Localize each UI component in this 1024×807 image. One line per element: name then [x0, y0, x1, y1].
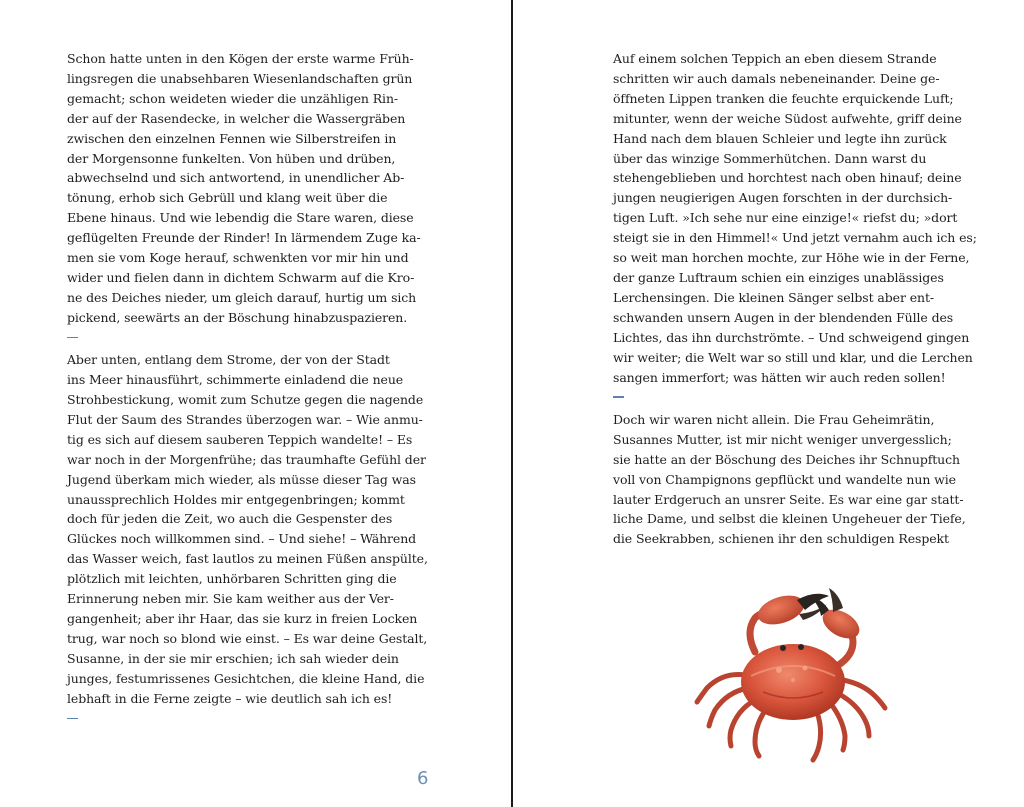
crab-eye-right [798, 644, 804, 650]
left-paragraph-2: Aber unten, entlang dem Strome, der von der Stadt ins Meer hinausführt, schimmerte einladend die neue Strohbestickung, womit zum Schutze gegen die nagende Flut der Saum des Strandes überzogen war. – Wie anmu- tig es sich auf diesem sauberen Teppich wandelte! – Es war noch in der Morgenfrühe; das traumhafte Gefühl der Jugend überkam mich wieder, als müsse dieser Tag was unaussprechlich Holdes mir entgegenbringen; kommt doch für jeden die Zeit, wo auch die Gespenster des Glückes noch willkommen sind. – Und siehe! – Während das Wasser weich, fast lautlos zu meinen Füßen anspülte, plötzlich mit leichten, unhörbaren Schritten ging die Erinnerung neben mir. Sie kam weither aus der Ver- gangenheit; aber ihr Haar, das sie kurz in freien Locken trug, war noch so blond wie einst. – Es war deine Gestalt, Susanne, in der sie mir erschien; ich sah wieder dein junges, festumrissenes Gesichtchen, die kleine Hand, die lebhaft in die Ferne zeigte – wie deutlich sah ich es! [67, 352, 428, 706]
left-paragraph-1: Schon hatte unten in den Kögen der erste warme Früh- lingsregen die unabsehbaren Wiesenlandschaften grün gemacht; schon weideten wieder die unzähligen Rin- der auf der Rasendecke, in welcher die Wassergräben zwischen den einzelnen Fennen wie Silberstreifen in der Morgensonne funkelten. Von hüben und drüben, abwechselnd und sich antwortend, in unendlicher Ab- tönung, erhob sich Gebrüll und klang weit über die Ebene hinaus. Und wie lebendig die Stare waren, diese geflügelten Freunde der Rinder! In lärmendem Zuge ka- men sie vom Koge herauf, schwenkten vor mir hin und wider und fielen dann in dichtem Schwarm auf die Kro- ne des Deiches nieder, um gleich darauf, hurtig um sich pickend, seewärts an der Böschung hinabzuspazieren. [67, 51, 421, 325]
left-text-column [67, 49, 439, 731]
paragraph-separator [67, 718, 78, 720]
right-text-column [613, 49, 985, 549]
left-page [0, 0, 511, 807]
paragraph-separator [613, 396, 624, 398]
right-paragraph-1: Auf einem solchen Teppich an eben diesem Strande schritten wir auch damals nebeneinander. Deine ge- öffneten Lippen tranken die feuchte erquickende Luft; mitunter, wenn der weiche Südost aufwehte, griff deine Hand nach dem blauen Schleier und legte ihn zurück über das winzige Sommerhütchen. Dann warst du stehengeblieben und horchtest nach oben hinauf; deine jungen neugierigen Augen forschten in der durchsich- tigen Luft. »Ich sehe nur eine einzige!« riefst du; »dort steigt sie in den Himmel!« Und jetzt vernahm auch ich es; so weit man horchen mochte, zur Höhe wie in der Ferne, der ganze Luftraum schien ein einziges unablässiges Lerchensingen. Die kleinen Sänger selbst aber ent- schwanden unsern Augen in der blendenden Fülle des Lichtes, das ihn durchströmte. – Und schweigend gingen wir weiter; die Welt war so still und klar, und die Lerchen sangen immerfort; was hätten wir auch reden sollen! [613, 51, 977, 385]
right-page [513, 0, 1024, 807]
crab-illustration [693, 580, 893, 765]
right-paragraph-2: Doch wir waren nicht allein. Die Frau Geheimrätin, Susannes Mutter, ist mir nicht weniger unvergesslich; sie hatte an der Böschung des Deiches ihr Schnupftuch voll von Champignons gepflückt und wandelte nun wie lauter Erdgeruch an unsrer Seite. Es war eine gar statt- liche Dame, und selbst die kleinen Ungeheuer der Tiefe, die Seekrabben, schienen ihr den schuldigen Respekt [613, 411, 966, 547]
paragraph-separator [67, 337, 78, 339]
crab-eye-left [780, 645, 786, 651]
page-number: 6 [417, 768, 429, 789]
